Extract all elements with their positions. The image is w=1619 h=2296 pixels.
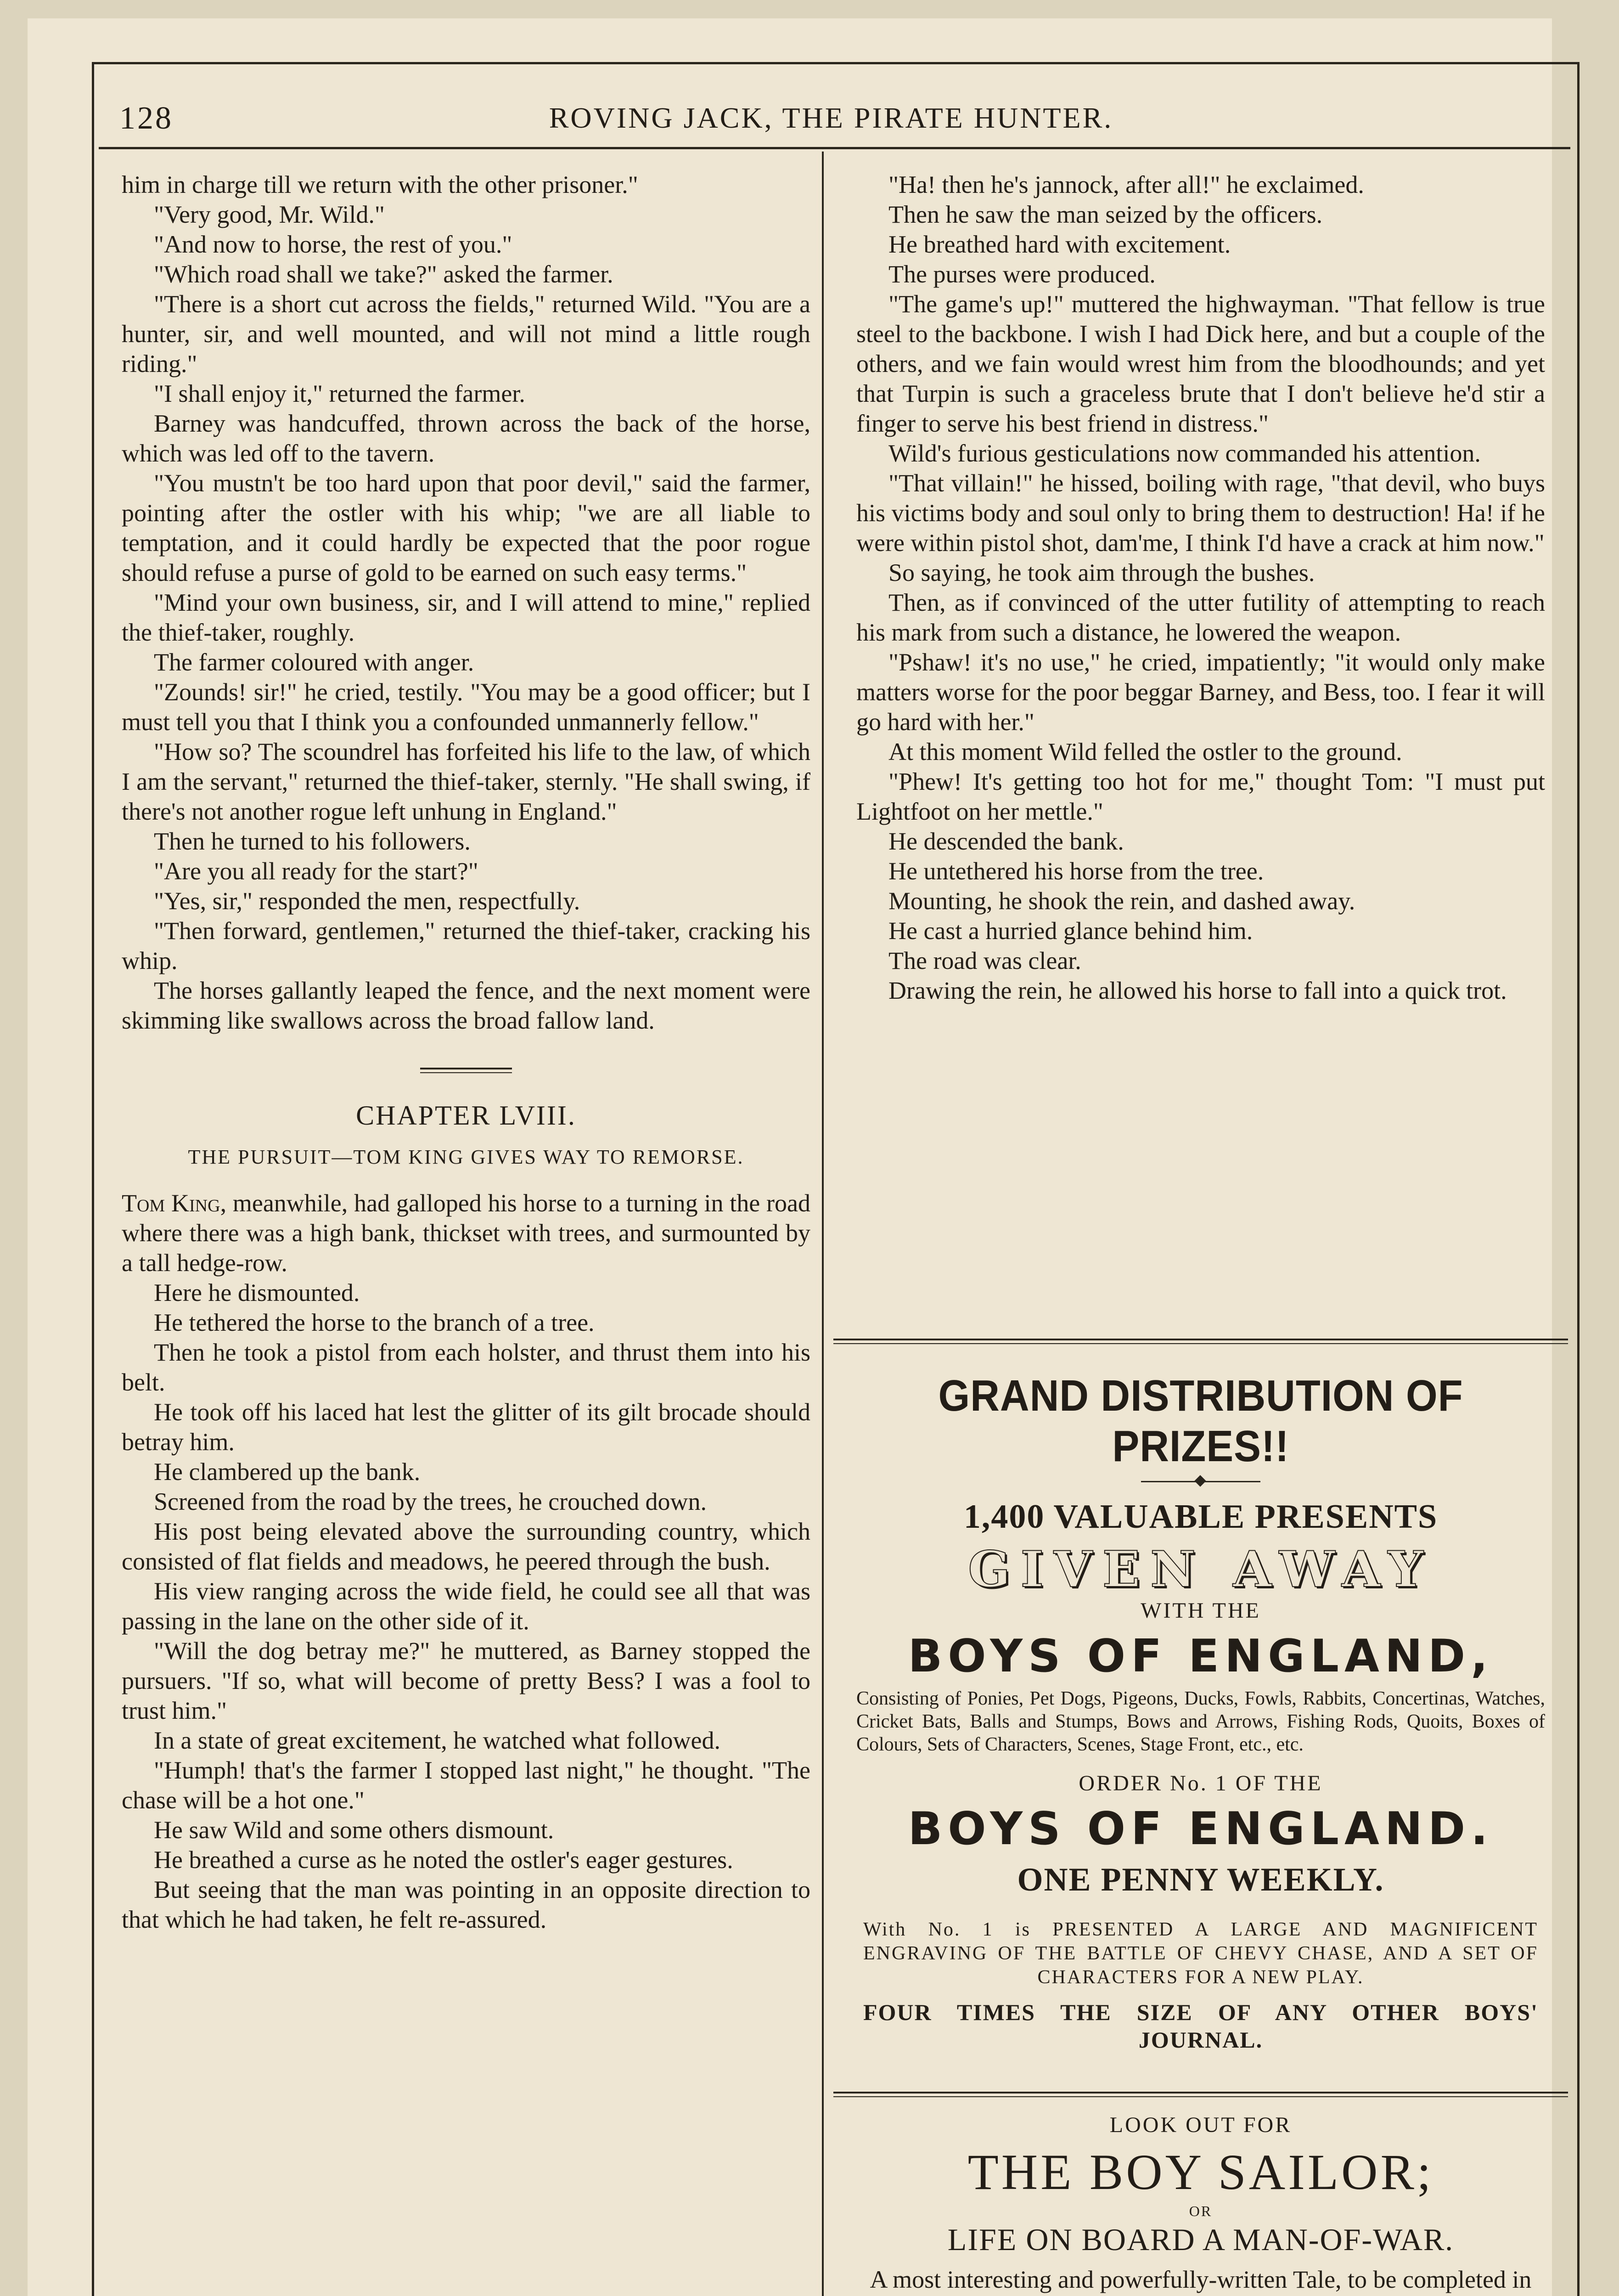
paragraph: Then, as if convinced of the utter futility of attempting to reach his mark from such a distance, he lowered the weapon. — [856, 589, 1545, 646]
right-column — [856, 170, 1545, 1006]
paragraph: "The game's up!" muttered the highwayman. "That fellow is true steel to the backbone. I wish I had Dick here, and but a couple of the others, and we fain would wrest him from the bloodhounds; and yet that Turpin is such a graceless brute that I don't believe he'd stir a finger to serve his best friend in distress." — [856, 290, 1545, 437]
advert-boys-of-england-2: BOYS OF ENGLAND. — [908, 1803, 1494, 1855]
advert-prizes — [854, 1348, 1547, 2054]
paragraph: He breathed hard with excitement. — [888, 231, 1231, 258]
advert-with-no1: With No. 1 is PRESENTED A LARGE AND MAGNIFICENT ENGRAVING OF THE BATTLE OF CHEVY CHASE, AND A SET OF CHARACTERS FOR A NEW PLAY. — [863, 1919, 1538, 1988]
paragraph: He cast a hurried glance behind him. — [888, 917, 1253, 945]
paragraph: "Are you all ready for the start?" — [154, 857, 478, 885]
ornament-rule — [1141, 1481, 1260, 1482]
paragraph: "Humph! that's the farmer I stopped last night," he thought. "The chase will be a hot one." — [122, 1756, 810, 1814]
advert-boys-of-england: BOYS OF ENGLAND, — [908, 1630, 1494, 1683]
paragraph: Then he turned to his followers. — [154, 827, 471, 855]
advert-rule-top — [833, 1339, 1568, 1344]
advert-sailor-subtitle: LIFE ON BOARD A MAN-OF-WAR. — [947, 2222, 1454, 2257]
paragraph: He saw Wild and some others dismount. — [154, 1816, 554, 1844]
paragraph: "Which road shall we take?" asked the farmer. — [154, 260, 613, 288]
paragraph: "And now to horse, the rest of you." — [154, 231, 512, 258]
paragraph: He clambered up the bank. — [154, 1458, 421, 1486]
chapter-title: THE PURSUIT—TOM KING GIVES WAY TO REMORSE. — [188, 1146, 744, 1168]
advert-with-the: WITH THE — [1141, 1598, 1261, 1623]
paragraph: He took off his laced hat lest the glitter of its gilt brocade should betray him. — [122, 1398, 810, 1456]
paragraph: The farmer coloured with anger. — [154, 648, 474, 676]
paragraph: His view ranging across the wide field, he could see all that was passing in the lane on the other side of it. — [122, 1577, 810, 1635]
chapter-number: CHAPTER LVIII. — [356, 1100, 576, 1131]
paragraph: He descended the bank. — [888, 827, 1124, 855]
advert-look-out: LOOK OUT FOR — [1109, 2113, 1292, 2137]
advert-order-no: ORDER No. 1 OF THE — [1079, 1771, 1323, 1795]
paragraph: The horses gallantly leaped the fence, and the next moment were skimming like swallows across the broad fallow land. — [122, 977, 810, 1034]
advert-consisting: Consisting of Ponies, Pet Dogs, Pigeons, Ducks, Fowls, Rabbits, Concertinas, Watches, Cricket Bats, Balls and Stumps, Bows and Arrows, Fishing Rods, Quoits, Boxes of Colours, Sets of Characters, Scenes, Stage Front, etc., etc. — [856, 1688, 1545, 1755]
paragraph: In a state of great excitement, he watched what followed. — [154, 1727, 720, 1754]
column-rule — [822, 152, 824, 2296]
paragraph: "How so? The scoundrel has forfeited his life to the law, of which I am the servant," returned the thief-taker, sternly. "He shall swing, if there's not another rogue left unhung in England." — [122, 738, 810, 825]
left-paragraphs-top — [122, 170, 810, 1035]
advert-presents: 1,400 VALUABLE PRESENTS — [963, 1498, 1438, 1536]
advert-rule-middle — [833, 2092, 1568, 2097]
opening-rest: , meanwhile, had galloped his horse to a turning in the road where there was a high bank, thickset with trees, and surmounted by a tall hedge-row. — [122, 1189, 810, 1277]
advert-four-times: FOUR TIMES THE SIZE OF ANY OTHER BOYS' JOURNAL. — [863, 1999, 1538, 2053]
paragraph: "Will the dog betray me?" he muttered, as Barney stopped the pursuers. "If so, what will become of pretty Bess? I was a fool to trust him." — [122, 1637, 810, 1724]
advert-boy-sailor — [854, 2103, 1547, 2296]
paragraph: Drawing the rein, he allowed his horse to fall into a quick trot. — [888, 977, 1507, 1004]
paragraph: "You mustn't be too hard upon that poor devil," said the farmer, pointing after the ostler with his whip; "we are all liable to temptation, and it could hardly be expected that the poor rogue should refuse a purse of gold to be earned on such easy terms." — [122, 469, 810, 586]
paragraph: Screened from the road by the trees, he crouched down. — [154, 1488, 707, 1515]
paragraph: His post being elevated above the surrounding country, which consisted of flat fields and meadows, he peered through the bush. — [122, 1518, 810, 1575]
paragraph: "That villain!" he hissed, boiling with rage, "that devil, who buys his victims body and soul only to bring them to destruction! Ha! if he were within pistol shot, dam'me, I think I'd have a crack at him now." — [856, 469, 1545, 557]
advert-or: OR — [1189, 2203, 1213, 2219]
paragraph: He breathed a curse as he noted the ostler's eager gestures. — [154, 1846, 733, 1874]
advert-sailor-title: THE BOY SAILOR; — [967, 2144, 1434, 2200]
paragraph: him in charge till we return with the other prisoner." — [122, 171, 638, 198]
paragraph: The road was clear. — [888, 947, 1081, 974]
paragraph: But seeing that the man was pointing in an opposite direction to that which he had taken, he felt re-assured. — [122, 1876, 810, 1933]
paragraph: Then he took a pistol from each holster, and thrust them into his belt. — [122, 1339, 810, 1396]
paragraph: "There is a short cut across the fields," returned Wild. "You are a hunter, sir, and well mounted, and will not mind a little rough riding." — [122, 290, 810, 377]
header-rule — [99, 147, 1570, 149]
paragraph: Mounting, he shook the rein, and dashed away. — [888, 887, 1355, 915]
paragraph: "Zounds! sir!" he cried, testily. "You may be a good officer; but I must tell you that I think you a confounded unmannerly fellow." — [122, 678, 810, 736]
paragraph: So saying, he took aim through the bushes. — [888, 559, 1315, 586]
paragraph: Here he dismounted. — [154, 1279, 360, 1306]
page-number: 128 — [119, 101, 173, 136]
advert-penny-weekly: ONE PENNY WEEKLY. — [1017, 1861, 1384, 1898]
paragraph: "I shall enjoy it," returned the farmer. — [154, 380, 525, 407]
left-paragraphs-bottom — [122, 1278, 810, 1935]
running-title: ROVING JACK, THE PIRATE HUNTER. — [549, 101, 1113, 134]
paragraph: He tethered the horse to the branch of a tree. — [154, 1309, 595, 1336]
advert-sailor-description: A most interesting and powerfully-written Tale, to be completed in — [870, 2266, 1532, 2293]
paragraph: He untethered his horse from the tree. — [888, 857, 1264, 885]
advert-given-away: GIVEN AWAY — [968, 1541, 1433, 1598]
running-head — [119, 87, 1543, 142]
paragraph: Wild's furious gesticulations now commanded his attention. — [888, 439, 1481, 467]
paragraph: The purses were produced. — [888, 260, 1156, 288]
chapter-rule — [420, 1068, 512, 1073]
paragraph: Barney was handcuffed, thrown across the back of the horse, which was led off to the tavern. — [122, 410, 810, 467]
paragraph: "Then forward, gentlemen," returned the thief-taker, cracking his whip. — [122, 917, 810, 974]
paragraph: "Yes, sir," responded the men, respectfully. — [154, 887, 580, 915]
chapter-opening — [122, 1188, 810, 1278]
right-paragraphs — [856, 170, 1545, 1006]
paragraph: Then he saw the man seized by the officers. — [888, 201, 1323, 228]
paragraph: "Ha! then he's jannock, after all!" he exclaimed. — [888, 171, 1364, 198]
opening-name: Tom King — [122, 1189, 220, 1217]
paragraph: "Phew! It's getting too hot for me," thought Tom: "I must put Lightfoot on her mettle." — [856, 768, 1545, 825]
paragraph: "Mind your own business, sir, and I will attend to mine," replied the thief-taker, roughly. — [122, 589, 810, 646]
paragraph: At this moment Wild felled the ostler to the ground. — [888, 738, 1402, 765]
paragraph: "Pshaw! it's no use," he cried, impatiently; "it would only make matters worse for the poor beggar Barney, and Bess, too. I fear it will go hard with her." — [856, 648, 1545, 736]
left-column — [122, 170, 810, 1935]
advert-headline: GRAND DISTRIBUTION OF PRIZES!! — [938, 1371, 1463, 1471]
paragraph: "Very good, Mr. Wild." — [154, 201, 385, 228]
